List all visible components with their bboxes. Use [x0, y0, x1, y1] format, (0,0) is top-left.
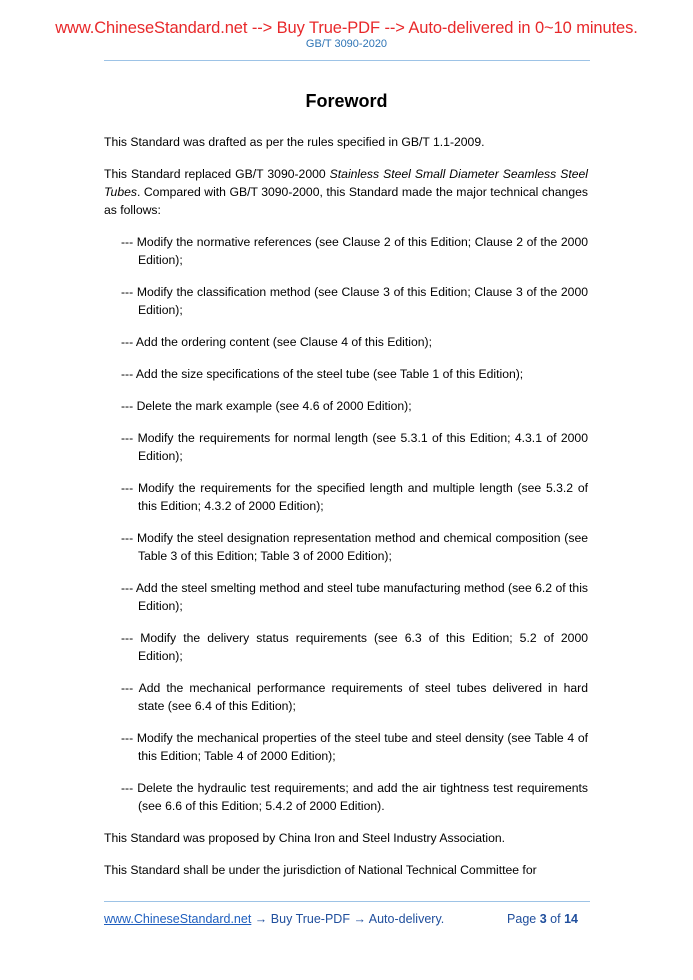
page-total: 14	[564, 912, 578, 926]
list-item	[104, 729, 588, 765]
page-footer	[104, 912, 588, 930]
arrow-right-icon: →	[353, 912, 366, 926]
list-item-text: Delete the mark example (see 4.6 of 2000 Edition);	[136, 399, 412, 413]
footer-site-link[interactable]: www.ChineseStandard.net	[104, 912, 252, 926]
page-current: 3	[539, 912, 547, 926]
list-item	[104, 679, 588, 715]
list-dash: ---	[121, 235, 134, 249]
list-dash: ---	[121, 731, 134, 745]
list-dash: ---	[121, 481, 134, 495]
replaced-standard-title: Stainless Steel Small Diameter Seamless Steel Tubes	[104, 167, 588, 199]
standard-code-header: GB/T 3090-2020	[305, 38, 388, 50]
list-dash: ---	[121, 399, 134, 413]
list-item	[104, 579, 588, 615]
list-dash: ---	[121, 285, 134, 299]
list-dash: ---	[121, 681, 134, 695]
list-item-text: Modify the classification method (see Clause 3 of this Edition; Clause 3 of the 2000 Edition);	[136, 285, 589, 317]
page-number	[507, 912, 578, 926]
list-item-text: Modify the requirements for normal length (see 5.3.1 of this Edition; 4.3.1 of 2000 Edition);	[137, 431, 588, 463]
list-dash: ---	[121, 531, 134, 545]
paragraph-proposed-by: This Standard was proposed by China Iron and Steel Industry Association.	[104, 831, 506, 845]
list-dash: ---	[121, 335, 134, 349]
footer-buy-text: Buy True-PDF	[270, 912, 350, 926]
changes-list	[104, 233, 588, 815]
page-label: Page	[507, 912, 537, 926]
list-item-text: Modify the delivery status requirements (see 6.3 of this Edition; 5.2 of 2000 Edition);	[138, 631, 588, 663]
paragraph-jurisdiction: This Standard shall be under the jurisdiction of National Technical Committee for	[104, 863, 537, 877]
page-of-label: of	[550, 912, 561, 926]
list-dash: ---	[121, 367, 134, 381]
list-item	[104, 779, 588, 815]
list-item	[104, 233, 588, 269]
list-item-text: Modify the requirements for the specified length and multiple length (see 5.3.2 of this Edition; 4.3.2 of 2000 Edition);	[137, 481, 588, 513]
footer-auto-delivery-text: Auto-delivery.	[368, 912, 445, 926]
list-item	[104, 283, 588, 319]
list-item-text: Add the size specifications of the steel tube (see Table 1 of this Edition);	[135, 367, 524, 381]
list-dash: ---	[121, 431, 134, 445]
list-item	[104, 333, 588, 351]
list-item	[104, 397, 588, 415]
promo-banner[interactable]: www.ChineseStandard.net --> Buy True-PDF --> Auto-delivered in 0~10 minutes.	[55, 19, 638, 37]
replaced-prefix: This Standard replaced GB/T 3090-2000	[104, 167, 330, 181]
header-divider	[104, 60, 590, 61]
footer-promo	[104, 912, 444, 926]
list-item	[104, 429, 588, 465]
list-item	[104, 479, 588, 515]
replaced-suffix: . Compared with GB/T 3090-2000, this Standard made the major technical changes as follows:	[104, 185, 588, 217]
paragraph-drafting-rules: This Standard was drafted as per the rules specified in GB/T 1.1-2009.	[104, 135, 485, 149]
list-item-text: Modify the steel designation representation method and chemical composition (see Table 3 of this Edition; Table 3 of 2000 Edition);	[137, 531, 588, 563]
footer-divider	[104, 901, 590, 902]
paragraph-replaced-standard	[104, 165, 588, 219]
list-dash: ---	[121, 581, 134, 595]
list-item-text: Add the ordering content (see Clause 4 of this Edition);	[135, 335, 432, 349]
page-title: Foreword	[305, 91, 388, 111]
list-item	[104, 365, 588, 383]
list-dash: ---	[121, 781, 134, 795]
arrow-right-icon: →	[254, 912, 268, 926]
list-item-text: Add the steel smelting method and steel tube manufacturing method (see 6.2 of this Edition);	[135, 581, 588, 613]
list-item-text: Modify the normative references (see Clause 2 of this Edition; Clause 2 of the 2000 Edition);	[136, 235, 588, 267]
list-item	[104, 529, 588, 565]
list-dash: ---	[121, 631, 134, 645]
list-item	[104, 629, 588, 665]
list-item-text: Add the mechanical performance requirements of steel tubes delivered in hard state (see 6.4 of this Edition);	[138, 681, 588, 713]
document-body	[104, 133, 588, 879]
list-item-text: Delete the hydraulic test requirements; and add the air tightness test requirements (see 6.6 of this Edition; 5.4.2 of 2000 Edition).	[137, 781, 588, 813]
list-item-text: Modify the mechanical properties of the steel tube and steel density (see Table 4 of this Edition; Table 4 of 2000 Edition);	[136, 731, 588, 763]
